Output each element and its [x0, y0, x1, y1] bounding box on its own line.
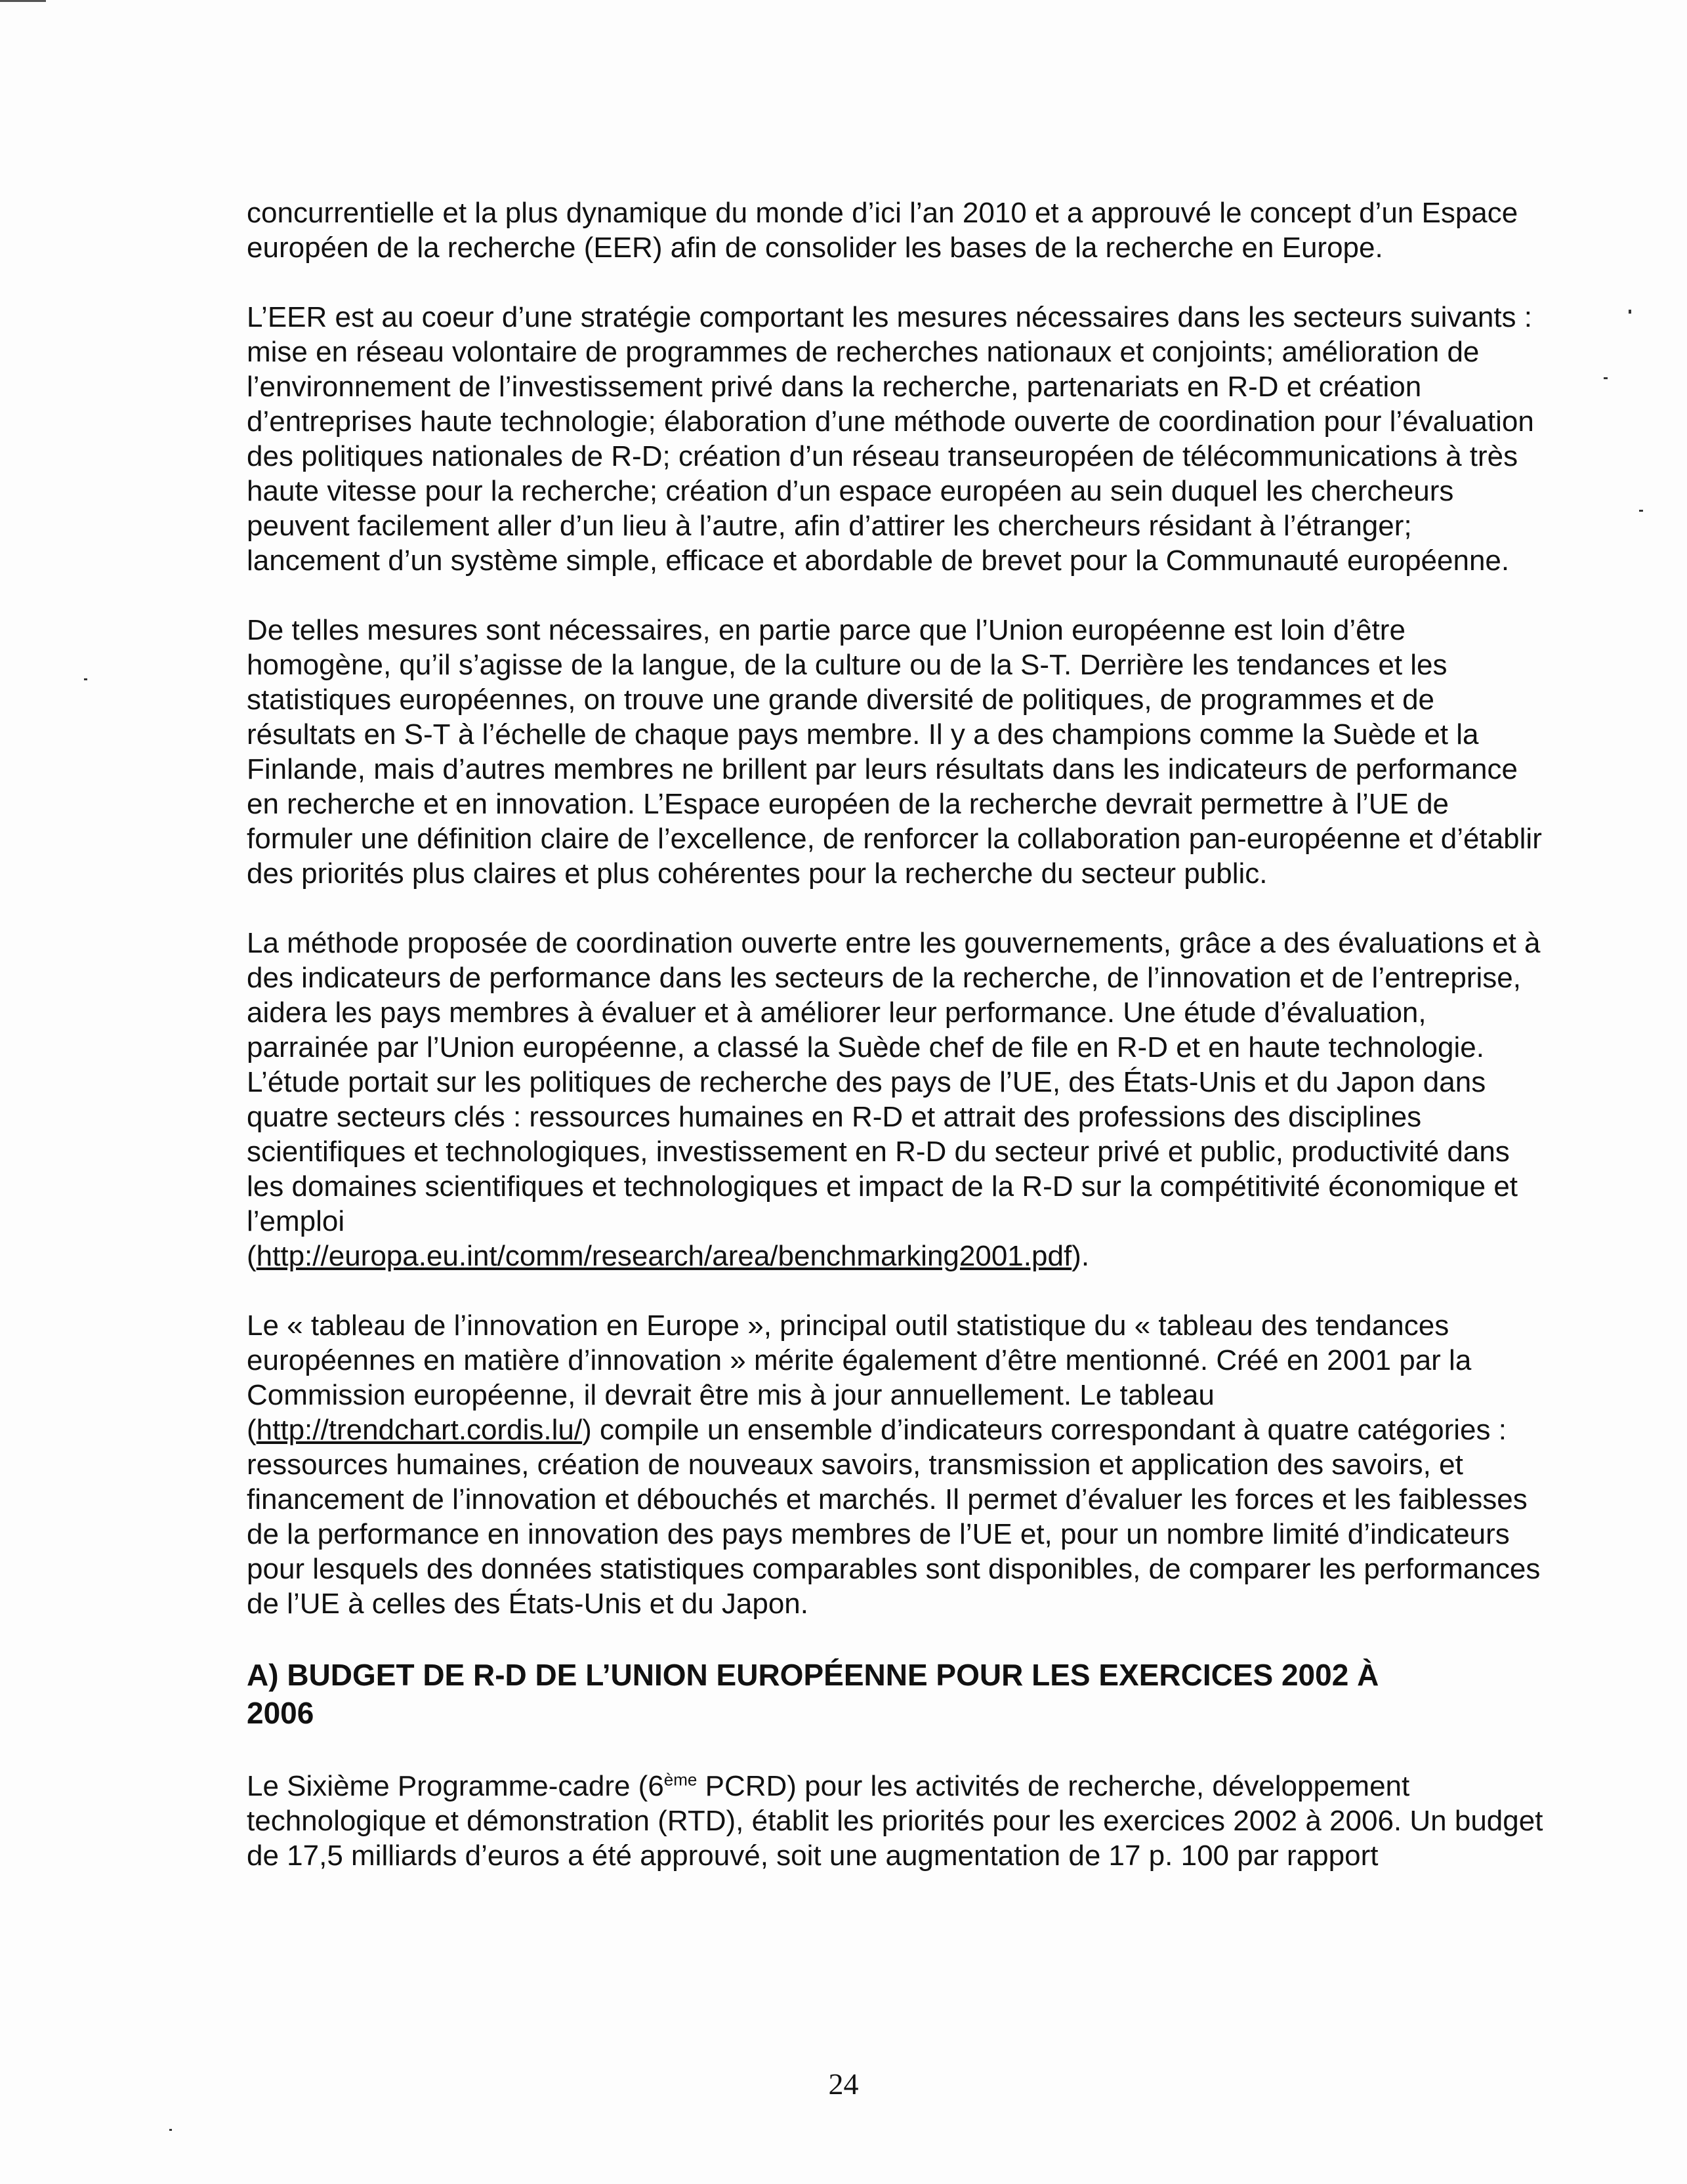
scan-speck: [169, 2129, 172, 2131]
paragraph-eer-strategy: L’EER est au coeur d’une stratégie comportant les mesures nécessaires dans les secteurs suivants : mise en réseau volontaire de programmes de recherches nationaux et conjoints; amélioration de l’environnement de l’investissement privé dans la recherche, partenariats en R-D et création d’entreprises haute technologie; élaboration d’une méthode ouverte de coordination pour l’évaluation des politiques nationales de R-D; création d’un réseau transeuropéen de télécommunications à très haute vitesse pour la recherche; création d’un espace européen au sein duquel les chercheurs peuvent facilement aller d’un lieu à l’autre, afin d’attirer les chercheurs résidant à l’étranger; lancement d’un système simple, efficace et abordable de brevet pour la Communauté européenne.: [247, 301, 1534, 577]
body-text: [247, 196, 1546, 1908]
scoreboard-text-before: Le « tableau de l’innovation en Europe », principal outil statistique du « tableau des tendances européennes en matière d’innovation » mérite également d’être mentionné. Créé en 2001 par la Commission européenne, il devrait être mis à jour annuellement. Le tableau (: [247, 1309, 1472, 1446]
paragraph-framework-programme: [247, 1769, 1546, 1873]
paragraph-coordination: [247, 926, 1546, 1273]
paragraph-coordination-text: La méthode proposée de coordination ouverte entre les gouvernements, grâce a des évaluations et à des indicateurs de performance dans les secteurs de la recherche, de l’innovation et de l’entreprise, aidera les pays membres à évaluer et à améliorer leur performance. Une étude d’évaluation, parrainée par l’Union européenne, a classé la Suède chef de file en R-D et en haute technologie. L’étude portait sur les politiques de recherche des pays de l’UE, des États-Unis et du Japon dans quatre secteurs clés : ressources humaines en R-D et attrait des professions des disciplines scientifiques et technologiques, investissement en R-D du secteur privé et public, productivité dans les domaines scientifiques et technologiques et impact de la R-D sur la compétitivité économique et l’emploi: [247, 927, 1541, 1237]
paren-open: (: [247, 1240, 257, 1272]
paragraph-eer-intro: concurrentielle et la plus dynamique du monde d’ici l’an 2010 et a approuvé le concept d’un Espace européen de la recherche (EER) afin de consolider les bases de la recherche en Europe.: [247, 197, 1518, 264]
scan-speck: [1604, 377, 1608, 379]
paragraph-measures: De telles mesures sont nécessaires, en partie parce que l’Union européenne est loin d’être homogène, qu’il s’agisse de la langue, de la culture ou de la S-T. Derrière les tendances et les statistiques européennes, on trouve une grande diversité de politiques, de programmes et de résultats en S-T à l’échelle de chaque pays membre. Il y a des champions comme la Suède et la Finlande, mais d’autres membres ne brillent par leurs résultats dans les indicateurs de performance en recherche et en innovation. L’Espace européen de la recherche devrait permettre à l’UE de formuler une définition claire de l’excellence, de renforcer la collaboration pan-européenne et d’établir des priorités plus claires et plus cohérentes pour la recherche du secteur public.: [247, 614, 1542, 890]
framework-text-before: Le Sixième Programme-cadre (6: [247, 1770, 664, 1802]
scan-speck: [1629, 310, 1631, 314]
framework-text-after: PCRD) pour les activités de recherche, développement technologique et démonstration (RTD), établit les priorités pour les exercices 2002 à 2006. Un budget de 17,5 milliards d’euros a été approuvé, soit une augmentation de 17 p. 100 par rapport: [247, 1770, 1543, 1872]
scan-speck: [1639, 510, 1643, 512]
section-heading: A) BUDGET DE R-D DE L’UNION EUROPÉENNE POUR LES EXERCICES 2002 À 2006: [247, 1658, 1379, 1730]
page-number: 24: [828, 2067, 859, 2101]
ordinal-superscript: ème: [663, 1769, 698, 1790]
scan-artifact: [0, 0, 46, 2]
paren-close: ).: [1072, 1240, 1090, 1272]
trendchart-link[interactable]: http://trendchart.cordis.lu/: [256, 1414, 583, 1446]
paragraph-innovation-scoreboard: [247, 1308, 1546, 1621]
scoreboard-text-after: ) compile un ensemble d’indicateurs correspondant à quatre catégories : ressources humaines, création de nouveaux savoirs, transmission et application des savoirs, et financement de l’innovation et débouchés et marchés. Il permet d’évaluer les forces et les faiblesses de la performance en innovation des pays membres de l’UE et, pour un nombre limité d’indicateurs pour lesquels des données statistiques comparables sont disponibles, de comparer les performances de l’UE à celles des États-Unis et du Japon.: [247, 1414, 1541, 1620]
scan-speck: [84, 678, 87, 680]
benchmarking-link[interactable]: http://europa.eu.int/comm/research/area/benchmarking2001.pdf: [256, 1240, 1072, 1272]
